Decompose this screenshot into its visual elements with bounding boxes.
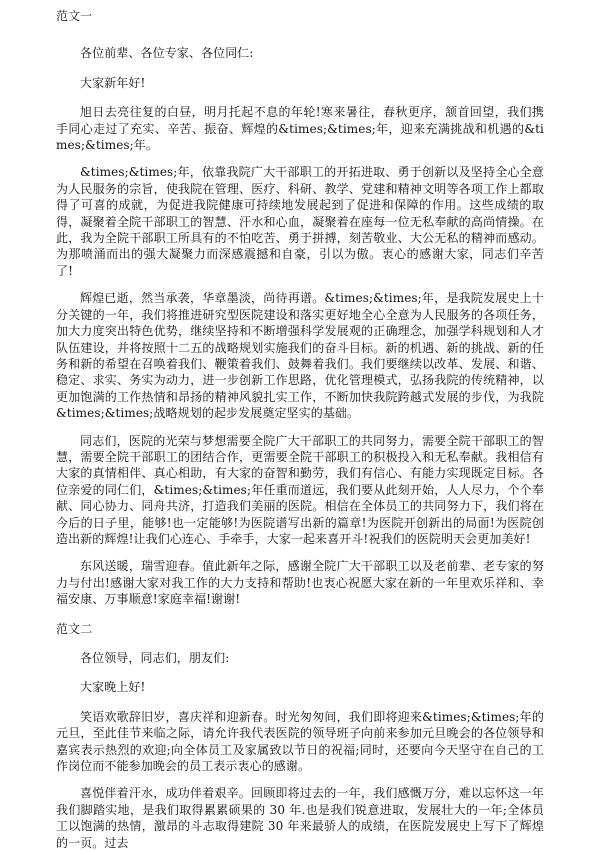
greeting-2: 大家晚上好! (80, 680, 146, 695)
paragraph: 辉煌已逝，然当承袭，华章墨淡，尚待再谱。&times;&times;年，是我院发展史上十分关键的一年，我们将推进研究型医院建设和落实更好地全心全意为人民服务的各项任务，加大力度突出特色优势，继续坚持和不断增强科学发展观的正确理念，加强学科规划和人才队伍建设，并将按照十二五的战略规划实施我们的奋斗目标。新的机遇、新的挑战、新的任务和新的希望在召唤着我们、鞭策着我们、鼓舞着我们。我们要继续以改革、发展、和谐、稳定、求实、务实为动力，进一步创新工作思路，优化管理模式，弘扬我院的传统精神，以更加饱满的工作热情和昂扬的精神风貌扎实工作，不断加快我院跨越式发展的步伐，为我院&times;&times;战略规划的起步发展奠定坚实的基础。 (56, 291, 544, 421)
paragraph: 笑语欢歌辞旧岁，喜庆祥和迎新春。时光匆匆间，我们即将迎来&times;&times;年的元旦，至此佳节来临之际，请允许我代表医院的领导班子向前来参加元旦晚会的各位领导和嘉宾表示热烈的欢迎;向全体员工及家属致以节日的祝福;同时，还要向今天坚守在自己的工作岗位而不能参加晚会的员工表示衷心的感谢。 (56, 709, 544, 774)
section-title-2: 范文二 (56, 621, 93, 636)
section-title-1: 范文一 (56, 9, 93, 23)
paragraph: 东风送暖，瑞雪迎春。值此新年之际，感谢全院广大干部职工以及老前辈、老专家的努力与付出!感谢大家对我工作的大力支持和帮助!也衷心祝愿大家在新的一年里欢乐祥和、幸福安康、万事顺意!家庭幸福!谢谢! (56, 559, 544, 607)
paragraph: 喜悦伴着汗水，成功伴着艰辛。回顾即将过去的一年，我们感慨万分，难以忘怀这一年我们脚踏实地，是我们取得累累硕果的 30 年.也是我们锐意进取，发展壮大的一年;全体员工以饱满的热情，激昂的斗志取得建院 30 年来最骄人的成绩，在医院发展史上写下了辉煌的一页。过去 (56, 786, 544, 850)
paragraph: 同志们，医院的光荣与梦想需要全院广大干部职工的共同努力，需要全院干部职工的智慧，需要全院干部职工的团结合作，更需要全院干部职工的积极投入和无私奉献。我相信有大家的真情相伴、真心相助，有大家的奋智和勤劳，我们有信心、有能力实现既定目标。各位亲爱的同仁们，&times;&times;年任重而道远，我们要从此刻开始，人人尽力，个个奉献、同心协力、同舟共济，打造我们美丽的医院。相信在全体员工的共同努力下，我们将在今后的日子里，能够!也一定能够!为医院谱写出新的篇章!为医院开创新出的局面!为医院创造出新的辉煌!让我们心连心、手牵手，大家一起来喜开斗!祝我们的医院明天会更加美好! (56, 433, 544, 546)
greeting-1: 大家新年好! (80, 75, 146, 90)
paragraph: 旭日去亮往复的白昼，明月托起不息的年轮!寒来暑往，春秋更序，颔首回望，我们携手同心走过了充实、辛苦、振奋、辉煌的&times;&times;年，迎来充满挑战和机遇的&times;&times;年。 (56, 105, 544, 153)
salutation-2: 各位领导，同志们，朋友们: (80, 651, 230, 665)
salutation-1: 各位前辈、各位专家、各位同仁: (80, 46, 254, 61)
paragraph: &times;&times;年，依靠我院广大干部职工的开拓进取、勇于创新以及坚持全心全意为人民服务的宗旨，使我院在管理、医疗、科研、教学、党建和精神文明等各项工作上都取得了可喜的成就，为促进我院健康可持续地发展起到了促进和保障的作用。这些成绩的取得，凝聚着全院干部职工的智慧、汗水和心血，凝聚着在座每一位无私奉献的高尚情操。在此，我为全院干部职工所具有的不怕吃苦、勇于拼搏，刻苦敬业、大公无私的精神而感动。为那喷涌而出的强大凝聚力而深感震撼和自豪，引以为傲。衷心的感谢大家，同志们辛苦了! (56, 165, 544, 278)
